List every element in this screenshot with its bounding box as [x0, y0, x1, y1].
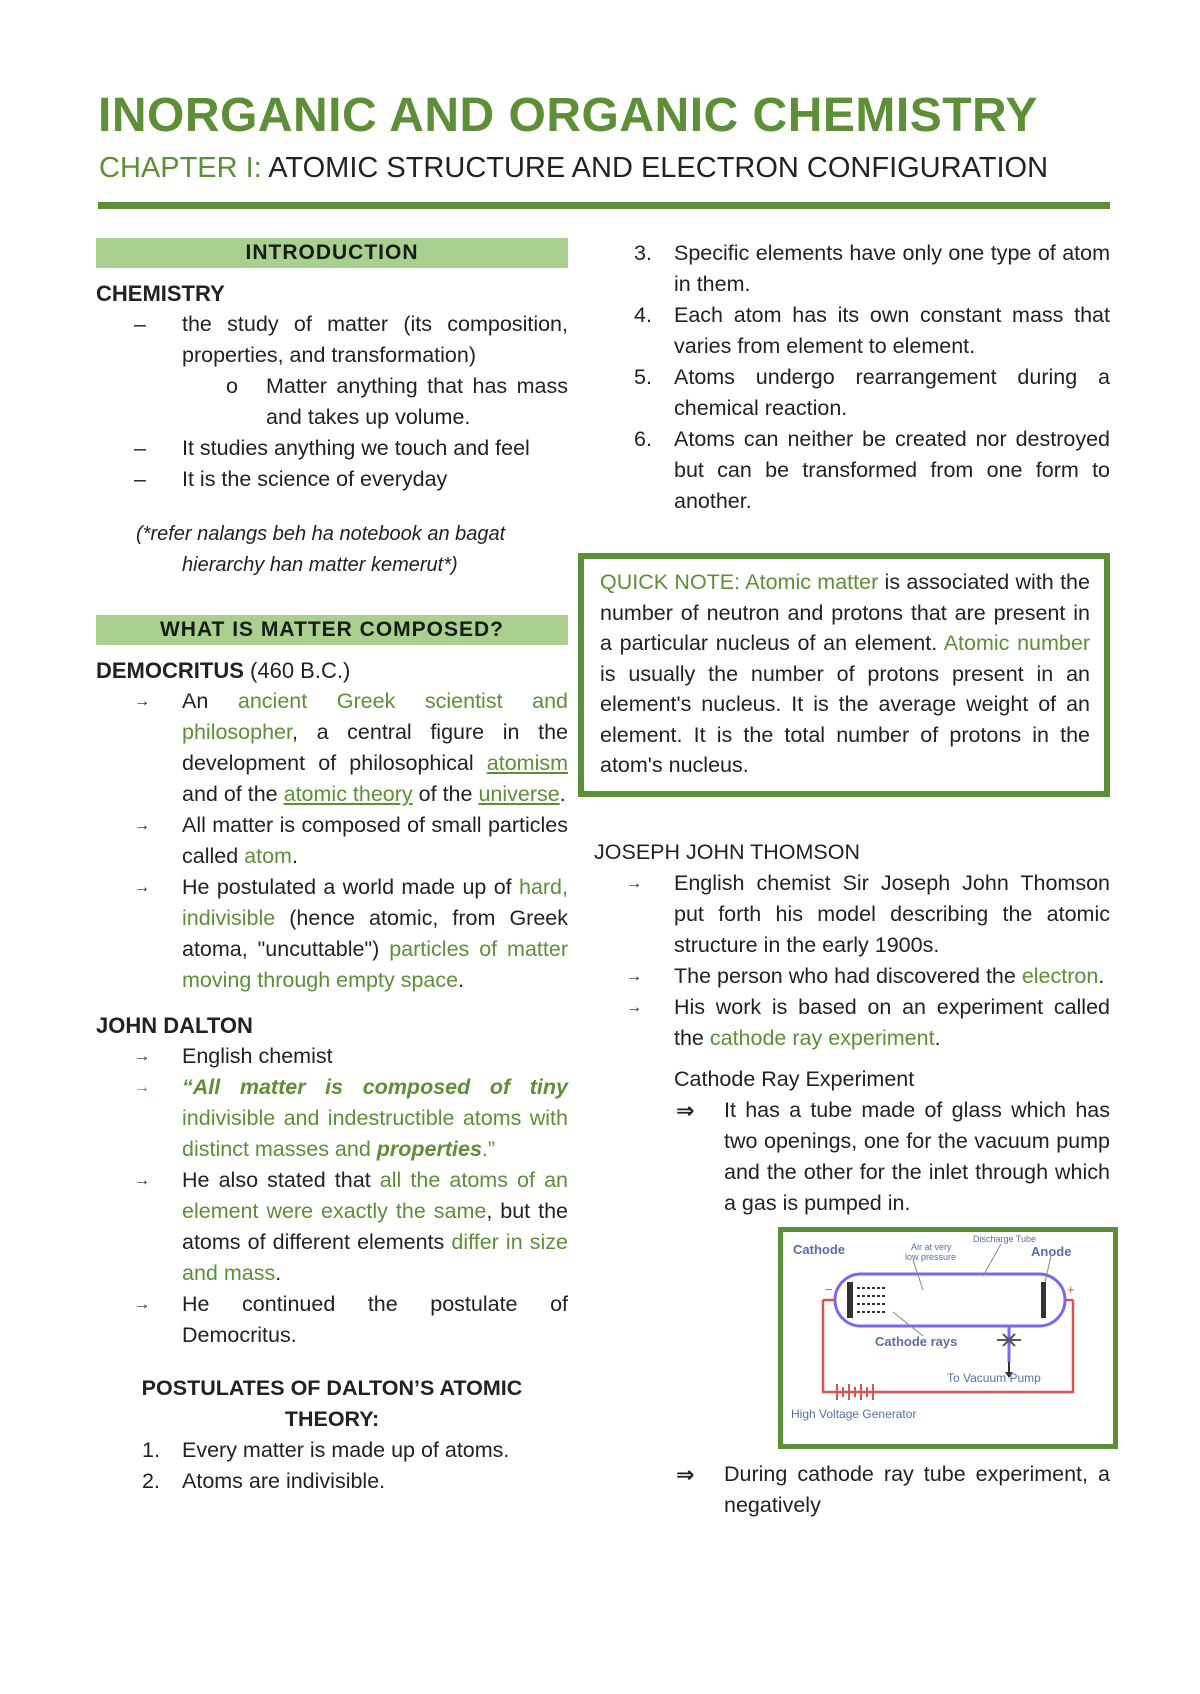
atomism-link[interactable]: atomism	[486, 751, 568, 775]
highlight-text: Atomic matter	[745, 570, 879, 594]
list-item: → English chemist	[96, 1041, 568, 1072]
quote-text: “All matter is composed of tiny	[182, 1075, 568, 1099]
anode-label: Anode	[1031, 1243, 1072, 1259]
list-item	[96, 686, 568, 810]
matter-composed-banner: WHAT IS MATTER COMPOSED?	[96, 615, 568, 645]
quick-note-box	[578, 553, 1110, 797]
title-divider	[98, 202, 1110, 209]
cathode-plate	[847, 1282, 853, 1318]
highlight-text: electron	[1021, 963, 1099, 988]
left-column	[96, 238, 568, 1497]
democritus-list	[96, 686, 568, 996]
list-item: – It studies anything we touch and feel	[96, 433, 568, 464]
chapter-prefix: CHAPTER I:	[99, 152, 262, 184]
text-run: of the	[412, 782, 479, 806]
postulate-text: Each atom has its own constant mass that varies from element to element.	[674, 303, 1110, 358]
diagram-svg	[783, 1232, 1113, 1444]
highlight-text: hard, indivisible	[182, 875, 568, 930]
highlight-text: all the atoms of an element were exactly the same	[182, 1168, 568, 1223]
right-column	[594, 238, 1110, 1521]
discharge-label: Discharge Tube	[973, 1233, 1037, 1244]
list-item: – the study of matter (its composition, properties, and transformation)	[96, 309, 568, 371]
plus-sign: +	[1067, 1281, 1075, 1297]
postulate-text: Specific elements have only one type of atom in them.	[674, 241, 1110, 296]
item-number: 4.	[634, 303, 652, 327]
atomic-theory-link[interactable]: atomic theory	[283, 782, 413, 806]
postulate-text: Atoms are indivisible.	[182, 1469, 386, 1493]
list-item: → English chemist Sir Joseph John Thomson put forth his model describing the atomic structure in the early 1900s.	[588, 868, 1110, 961]
dalton-list	[96, 1041, 568, 1351]
air-label-line2: low pressure	[905, 1251, 957, 1262]
text-run: .	[458, 968, 465, 992]
text-run: .	[1098, 963, 1105, 988]
text-run: He also stated that	[182, 1168, 380, 1192]
text-run: is associated with the number of neutron and protons that are present in a particular nucleus of an element.	[600, 570, 1090, 655]
postulate-item	[588, 238, 1110, 300]
dalton-heading: JOHN DALTON	[96, 1013, 253, 1038]
postulate-item	[588, 362, 1110, 424]
text-run: .	[275, 1261, 282, 1285]
item-number: 6.	[634, 427, 652, 451]
text-run: He postulated a world made up of	[182, 875, 519, 899]
highlight-text: ancient Greek scientist and philosopher	[182, 689, 568, 744]
cathode-ray-list-cont	[588, 1459, 1110, 1521]
text-run: and of the	[182, 782, 284, 806]
cathode-label: Cathode	[793, 1241, 845, 1257]
postulate-item	[588, 300, 1110, 362]
postulate-item	[96, 1435, 568, 1466]
chapter-title: ATOMIC STRUCTURE AND ELECTRON CONFIGURATION	[268, 152, 1049, 184]
postulates-heading-line: THEORY:	[284, 1407, 380, 1431]
postulates-list-b	[588, 238, 1110, 517]
highlight-text: atom	[244, 844, 292, 868]
list-item: o Matter anything that has mass and takes up volume.	[96, 371, 568, 433]
text-run: (hence atomic, from Greek atoma, "uncuttable")	[182, 906, 568, 961]
item-number: 5.	[634, 365, 652, 389]
highlight-text: differ in size and mass	[182, 1230, 568, 1285]
list-item: ⇒ It has a tube made of glass which has two openings, one for the vacuum pump and the other for the inlet through which a gas is pumped in.	[588, 1095, 1110, 1219]
air-label-line1: Air at very	[911, 1241, 952, 1252]
list-item: – It is the science of everyday	[96, 464, 568, 495]
universe-link[interactable]: universe	[478, 782, 560, 806]
highlight-text: Atomic number	[943, 631, 1090, 655]
note-line: (*refer nalangs beh ha notebook an bagat	[136, 523, 506, 545]
note-line: hierarchy han matter kemerut*)	[182, 554, 458, 576]
introduction-banner: INTRODUCTION	[96, 238, 568, 268]
matter-sublist	[96, 371, 568, 433]
quote-text: properties	[376, 1137, 482, 1161]
item-number: 3.	[634, 241, 652, 265]
list-item	[96, 872, 568, 996]
cathode-ray-diagram	[778, 1227, 1118, 1449]
cathode-ray-list	[588, 1095, 1110, 1219]
postulates-heading	[96, 1373, 568, 1435]
democritus-name: DEMOCRITUS	[96, 658, 244, 683]
postulate-text: Atoms undergo rearrangement during a chemical reaction.	[674, 365, 1110, 420]
list-item	[96, 1165, 568, 1289]
list-item	[588, 961, 1110, 992]
text-run: The person who had discovered the	[674, 963, 1022, 988]
democritus-date: (460 B.C.)	[250, 658, 351, 683]
list-item	[96, 1072, 568, 1165]
democritus-heading	[96, 655, 568, 686]
chemistry-list	[96, 309, 568, 371]
anode-plate	[1041, 1282, 1046, 1318]
text-run: .	[559, 782, 566, 806]
chemistry-list-cont	[96, 433, 568, 495]
postulates-list-a	[96, 1435, 568, 1497]
item-number: 1.	[142, 1438, 160, 1462]
text-run: , but the atoms of different elements	[182, 1199, 568, 1254]
rays-label: Cathode rays	[875, 1333, 958, 1349]
quick-note-label: QUICK NOTE:	[600, 570, 741, 594]
generator-label: High Voltage Generator	[791, 1406, 917, 1421]
chemistry-heading: CHEMISTRY	[96, 281, 225, 306]
quote-text: indivisible and indestructible atoms with distinct masses and	[182, 1106, 568, 1161]
list-item	[96, 810, 568, 872]
postulate-text: Atoms can neither be created nor destroyed but can be transformed from one form to another.	[674, 427, 1110, 513]
highlight-text: cathode ray experiment	[709, 1025, 935, 1050]
pump-label: To Vacuum Pump	[947, 1370, 1041, 1385]
thomson-heading: JOSEPH JOHN THOMSON	[594, 839, 860, 864]
postulate-text: Every matter is made up of atoms.	[182, 1438, 510, 1462]
text-run: All matter is composed of small particles called	[182, 813, 568, 868]
item-number: 2.	[142, 1469, 160, 1493]
text-run: His work is based on an experiment called the	[674, 994, 1110, 1050]
text-run: is usually the number of protons present in an element's nucleus. It is the average weight of an element. It is the total number of protons in the atom's nucleus.	[600, 661, 1090, 777]
postulate-item	[588, 424, 1110, 517]
quote-text: .”	[481, 1137, 496, 1161]
text-run: An	[182, 689, 238, 713]
postulate-item	[96, 1466, 568, 1497]
list-item	[588, 992, 1110, 1054]
notebook-note	[96, 519, 568, 581]
document-title: INORGANIC AND ORGANIC CHEMISTRY	[98, 89, 1038, 142]
list-item: ⇒ During cathode ray tube experiment, a negatively	[588, 1459, 1110, 1521]
postulates-heading-line: POSTULATES OF DALTON’S ATOMIC	[141, 1376, 523, 1400]
cathode-ray-heading: Cathode Ray Experiment	[674, 1066, 915, 1091]
minus-sign: −	[825, 1281, 833, 1297]
chapter-subtitle	[99, 152, 1048, 185]
text-run: .	[291, 844, 298, 868]
text-run: , a central figure in the development of philosophical	[182, 720, 568, 775]
thomson-list	[588, 868, 1110, 1054]
text-run: .	[934, 1025, 941, 1050]
list-item: → He continued the postulate of Democritus.	[96, 1289, 568, 1351]
highlight-text: particles of matter moving through empty space	[182, 937, 568, 992]
